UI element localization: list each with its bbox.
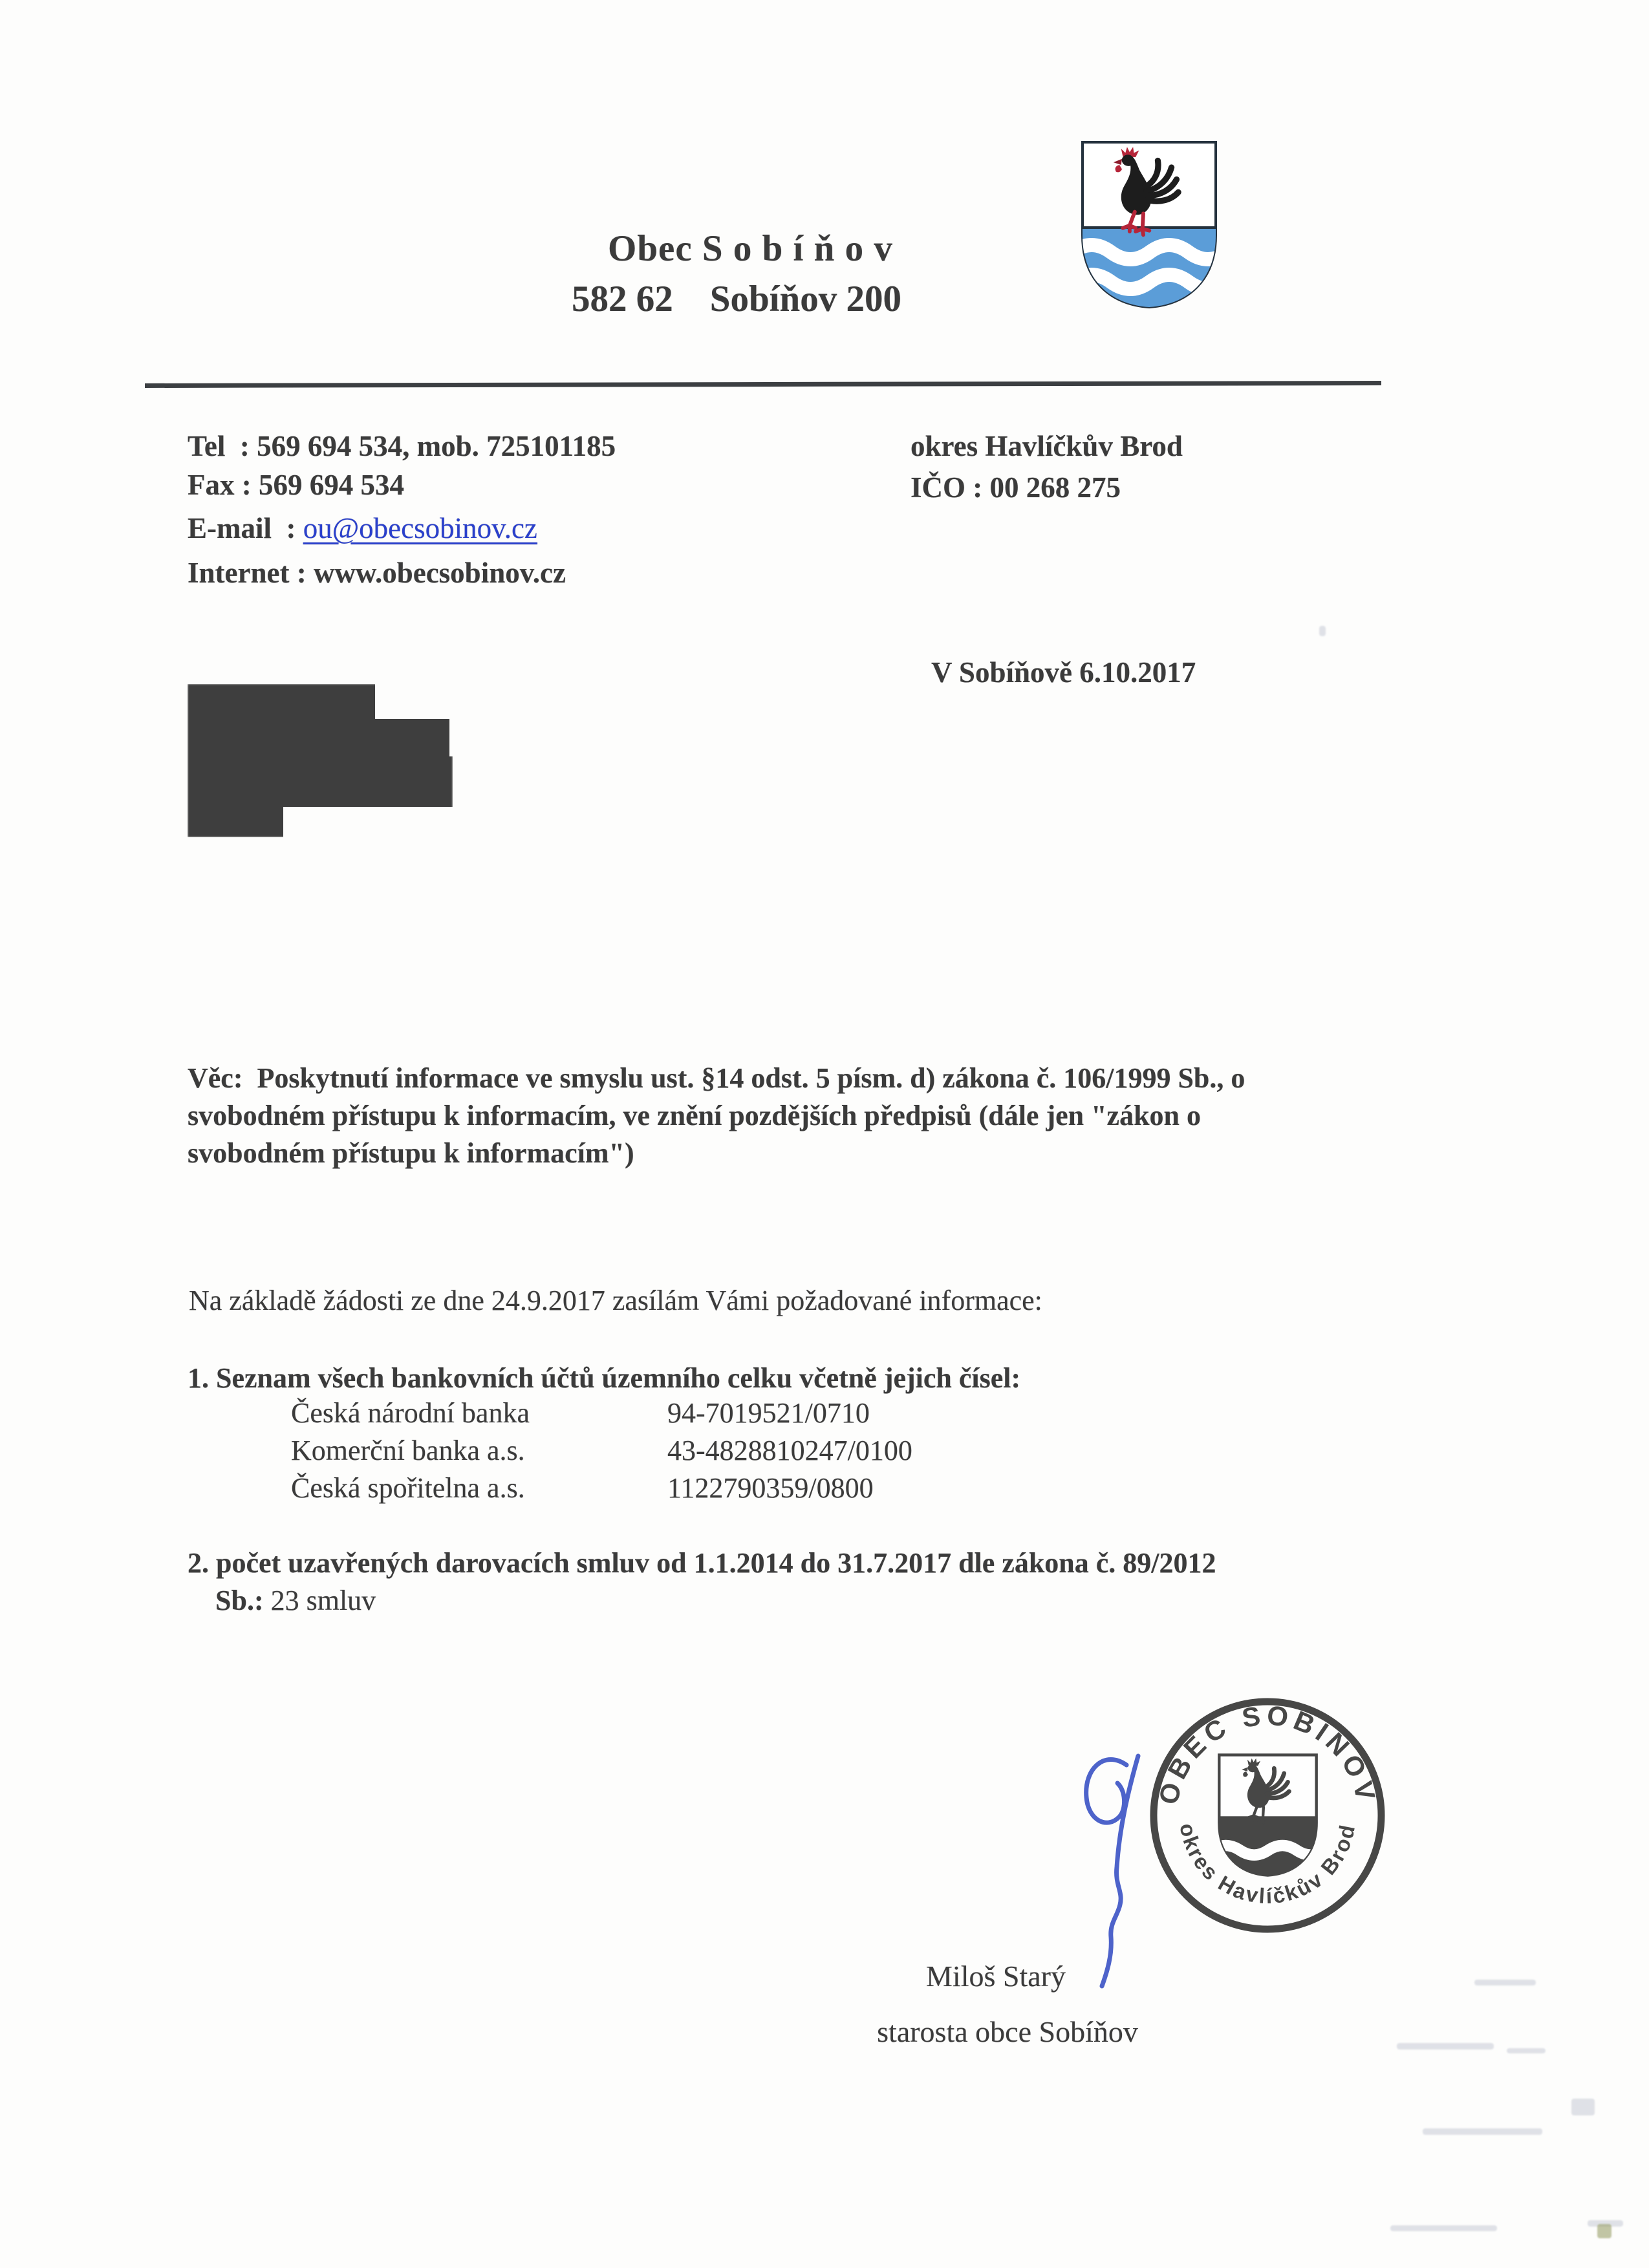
item2-value: 23 smluv xyxy=(270,1585,376,1616)
email-label: E-mail : xyxy=(188,512,303,544)
signer-title: starosta obce Sobíňov xyxy=(877,2015,1138,2048)
item2-label: Sb.: xyxy=(215,1585,271,1616)
internet-line: Internet : www.obecsobinov.cz xyxy=(188,557,566,589)
scan-artifact xyxy=(1597,2224,1611,2238)
scan-artifact xyxy=(1474,1980,1536,1985)
district-line: okres Havlíčkův Brod xyxy=(911,430,1183,462)
stamp-bottom-text: okres Havlíčkův Brod xyxy=(1175,1821,1360,1909)
official-round-stamp xyxy=(1143,1691,1392,1940)
scan-artifact xyxy=(1423,2128,1542,2135)
scan-artifact xyxy=(1397,2043,1494,2049)
stamp-shield xyxy=(1212,1755,1325,1878)
ico-line: IČO : 00 268 275 xyxy=(911,471,1121,504)
scan-artifact xyxy=(1390,2225,1497,2231)
account-row-number: 1122790359/0800 xyxy=(667,1472,874,1504)
account-row-bank: Česká spořitelna a.s. xyxy=(291,1472,525,1504)
scan-artifact xyxy=(1319,626,1326,636)
fax-line: Fax : 569 694 534 xyxy=(188,469,404,501)
header-divider xyxy=(145,381,1381,388)
date-place-line: V Sobíňově 6.10.2017 xyxy=(931,656,1196,689)
email-line xyxy=(188,511,537,545)
municipality-address: 582 62 Sobíňov 200 xyxy=(572,279,901,319)
subject-line-1: Věc: Poskytnutí informace ve smyslu ust. §14 odst. 5 písm. d) zákona č. 106/1999 Sb., o xyxy=(188,1062,1245,1094)
scan-artifact xyxy=(1571,2099,1595,2115)
account-row-number: 94-7019521/0710 xyxy=(667,1397,870,1429)
subject-line-3: svobodném přístupu k informacím") xyxy=(188,1137,634,1169)
scan-artifact xyxy=(1507,2048,1546,2053)
email-link[interactable]: ou@obecsobinov.cz xyxy=(303,512,537,544)
account-row-number: 43-4828810247/0100 xyxy=(667,1435,912,1466)
coat-of-arms xyxy=(1076,138,1222,312)
redacted-addressee-block xyxy=(188,684,453,837)
signer-name: Miloš Starý xyxy=(926,1960,1066,1993)
municipality-title: Obec S o b í ň o v xyxy=(608,228,893,269)
subject-line-2: svobodném přístupu k informacím, ve znění pozdějších předpisů (dále jen "zákon o xyxy=(188,1100,1202,1131)
stamp-top-text: OBEC SOBÍŇOV xyxy=(1152,1699,1383,1808)
item2-heading: 2. počet uzavřených darovacích smluv od 1.1.2014 do 31.7.2017 dle zákona č. 89/2012 xyxy=(188,1547,1216,1579)
item2-answer xyxy=(215,1584,376,1617)
account-row-bank: Česká národní banka xyxy=(291,1397,530,1429)
body-intro: Na základě žádosti ze dne 24.9.2017 zasílám Vámi požadované informace: xyxy=(189,1285,1042,1316)
account-row-bank: Komerční banka a.s. xyxy=(291,1435,525,1466)
item1-heading: 1. Seznam všech bankovních účtů územního celku včetně jejich čísel: xyxy=(188,1362,1021,1394)
tel-line: Tel : 569 694 534, mob. 725101185 xyxy=(188,430,616,462)
